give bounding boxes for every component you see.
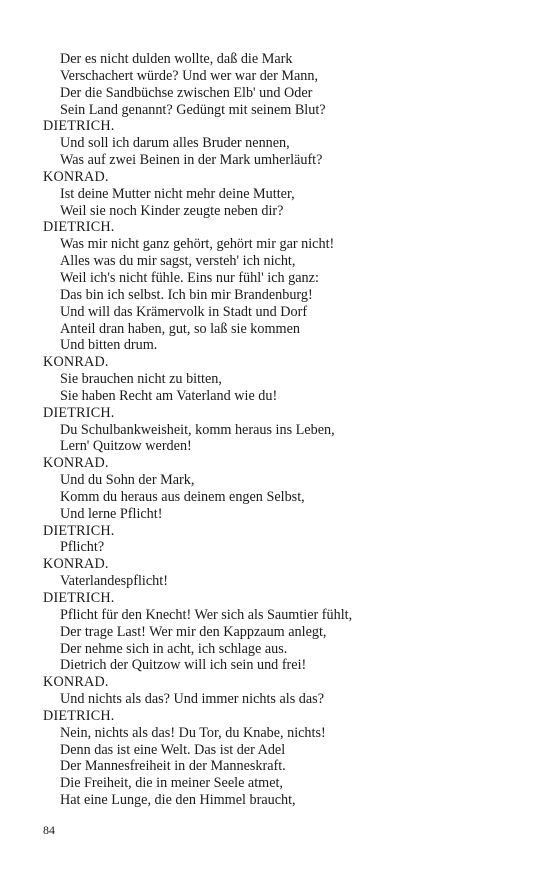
speaker-name: DIETRICH. <box>43 590 115 606</box>
verse-line: Der nehme sich in acht, ich schlage aus. <box>60 640 288 657</box>
verse-line: Sie haben Recht am Vaterland wie du! <box>60 387 278 404</box>
verse-line: Und soll ich darum alles Bruder nennen, <box>60 135 290 152</box>
verse-line: Was mir nicht ganz gehört, gehört mir gar nicht! <box>60 236 335 253</box>
speaker-name: DIETRICH. <box>43 219 115 236</box>
verse-line: Das bin ich selbst. Ich bin mir Brandenburg! <box>60 286 313 303</box>
verse-line: Pflicht? <box>60 539 105 556</box>
page-body <box>43 51 523 809</box>
verse-line: Pflicht für den Knecht! Wer sich als Saumtier fühlt, <box>60 606 353 623</box>
verse-line: Und will das Krämervolk in Stadt und Dorf <box>60 303 308 320</box>
verse-line: Was auf zwei Beinen in der Mark umherläuft? <box>60 152 323 169</box>
speaker-name: KONRAD. <box>43 674 109 691</box>
verse-line: Sie brauchen nicht zu bitten, <box>60 371 222 388</box>
verse-line: Hat eine Lunge, die den Himmel braucht, <box>60 792 296 809</box>
speaker-name: KONRAD. <box>43 556 109 573</box>
verse-line: Und du Sohn der Mark, <box>60 472 195 489</box>
verse-line: Weil sie noch Kinder zeugte neben dir? <box>60 202 284 219</box>
verse-line: Dietrich der Quitzow will ich sein und frei! <box>60 657 307 674</box>
speaker-name: DIETRICH. <box>43 522 115 539</box>
verse-line: Lern' Quitzow werden! <box>60 438 192 455</box>
verse-line: Vaterlandespflicht! <box>60 573 168 590</box>
verse-line: Und nichts als das? Und immer nichts als das? <box>60 691 324 708</box>
verse-line: Sein Land genannt? Gedüngt mit seinem Blut? <box>60 101 326 118</box>
speaker-name: KONRAD. <box>43 455 109 472</box>
speaker-name: DIETRICH. <box>43 118 115 135</box>
verse-line: Du Schulbankweisheit, komm heraus ins Leben, <box>60 421 335 438</box>
verse-line: Weil ich's nicht fühle. Eins nur fühl' ich ganz: <box>60 269 319 286</box>
speaker-name: KONRAD. <box>43 168 109 185</box>
verse-line: Der Mannesfreiheit in der Manneskraft. <box>60 758 286 775</box>
page-number: 84 <box>43 823 55 837</box>
verse-line: Alles was du mir sagst, versteh' ich nicht, <box>60 253 296 270</box>
verse-line: Nein, nichts als das! Du Tor, du Knabe, nichts! <box>60 724 326 741</box>
verse-line: Und lerne Pflicht! <box>60 505 163 522</box>
verse-line: Verschachert würde? Und wer war der Mann, <box>60 67 319 84</box>
speaker-name: DIETRICH. <box>43 404 115 421</box>
verse-line: Der es nicht dulden wollte, daß die Mark <box>60 51 293 67</box>
verse-line: Und bitten drum. <box>60 337 158 354</box>
verse-line: Anteil dran haben, gut, so laß sie kommen <box>60 320 300 337</box>
verse-line: Die Freiheit, die in meiner Seele atmet, <box>60 775 283 792</box>
verse-line: Ist deine Mutter nicht mehr deine Mutter, <box>60 185 295 202</box>
verse-line: Der die Sandbüchse zwischen Elb' und Oder <box>60 84 313 101</box>
verse-line: Der trage Last! Wer mir den Kappzaum anlegt, <box>60 623 327 640</box>
verse-line: Denn das ist eine Welt. Das ist der Adel <box>60 741 286 758</box>
speaker-name: DIETRICH. <box>43 707 115 724</box>
verse-line: Komm du heraus aus deinem engen Selbst, <box>60 488 305 505</box>
speaker-name: KONRAD. <box>43 354 109 371</box>
